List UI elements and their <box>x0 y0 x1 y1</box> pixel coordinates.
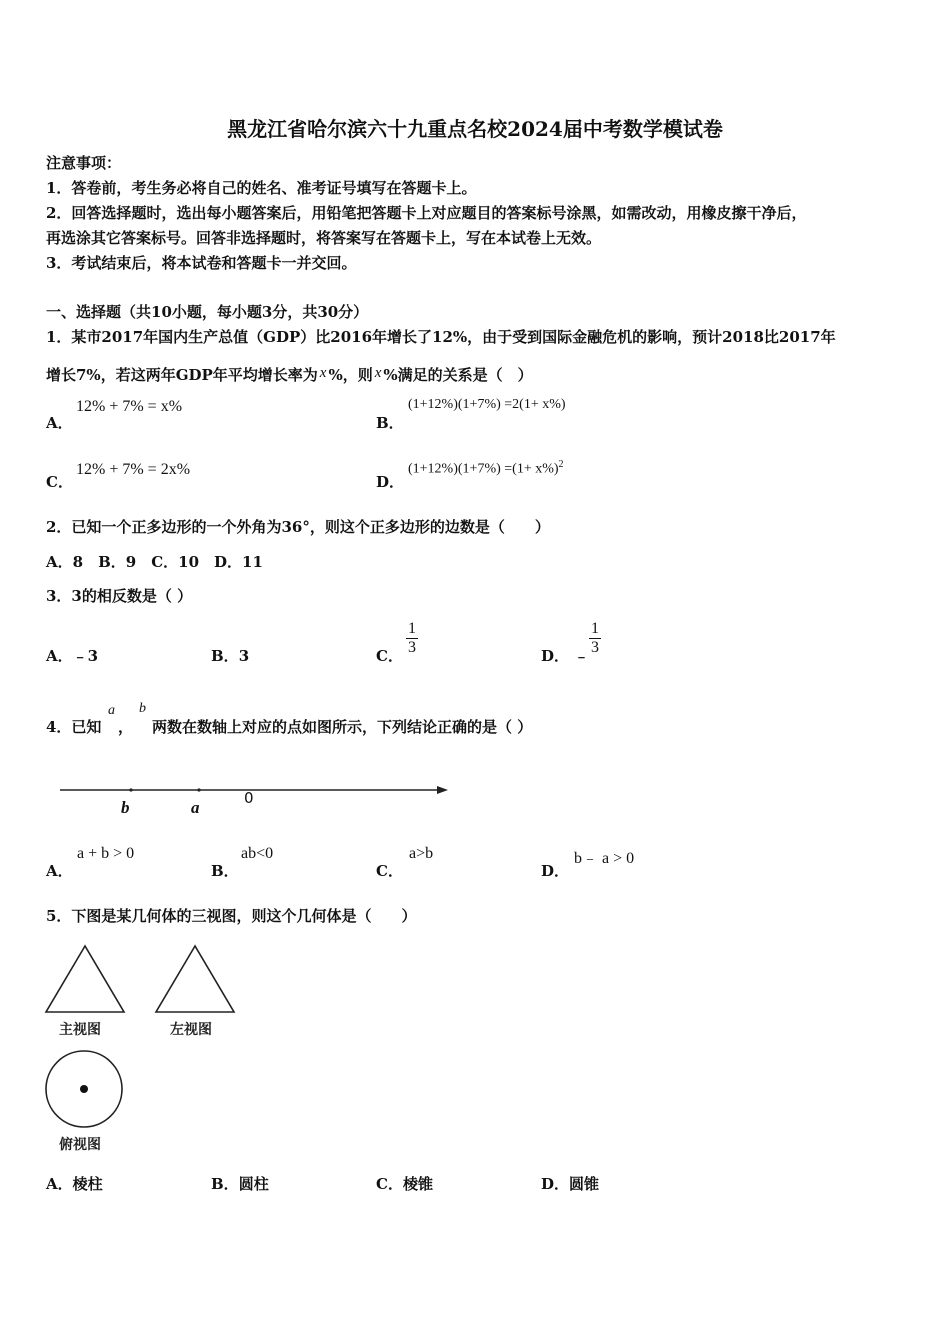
q1-option-d-base: (1+12%)(1+7%) =(1+ x%) <box>408 461 559 477</box>
point-a-marker <box>197 788 200 791</box>
q1-stem-part: %满足的关系是（ ） <box>383 366 533 384</box>
q3-option-label: A． <box>46 647 73 665</box>
q3-option-label: C． <box>376 647 403 665</box>
triangle-shape <box>46 946 124 1012</box>
q5-option-value: 圆锥 <box>569 1175 600 1193</box>
q1-stem-part: 增长7%，若这两年GDP年平均增长率为 <box>46 366 318 384</box>
q3-option-a <box>46 645 98 666</box>
q5-option-a <box>46 1173 103 1194</box>
q5-option-label: A． <box>46 1175 73 1193</box>
q4-option-label: C． <box>376 862 403 880</box>
q3-option-value: 3 <box>238 647 250 665</box>
q1-option-b-expr: (1+12%)(1+7%) =2(1+ x%) <box>408 397 566 412</box>
q5-option-label: C． <box>376 1175 403 1193</box>
q4-var-a: a <box>108 703 115 718</box>
q1-option-a-expr: 12% + 7% = x% <box>76 398 183 415</box>
q1-stem-part: %，则 <box>328 366 373 384</box>
number-line-label-zero: 0 <box>244 789 254 807</box>
q3-option-b <box>211 645 249 666</box>
number-line-figure <box>56 778 456 808</box>
number-line-label-a: a <box>191 798 200 817</box>
q4-option-label: A． <box>46 862 73 880</box>
notice-item: 3．考试结束后，将本试卷和答题卡一并交回。 <box>46 254 357 272</box>
q4-suffix: 两数在数轴上对应的点如图所示，下列结论正确的是（ ） <box>152 718 533 736</box>
q3-option-d-fraction <box>589 620 601 657</box>
number-line-label-b: b <box>121 798 130 817</box>
fraction-denominator: 3 <box>591 639 599 656</box>
q4-option-a-expr: a + b > 0 <box>77 845 135 862</box>
page-title: 黑龙江省哈尔滨六十九重点名校2024届中考数学模试卷 <box>227 117 723 141</box>
q1-option-label: D． <box>376 473 405 491</box>
triangle-shape <box>156 946 234 1012</box>
q4-comma: ， <box>118 718 134 736</box>
q3-option-d-sign: ﹣ <box>574 647 590 665</box>
q4-var-b: b <box>139 701 146 716</box>
center-dot <box>80 1085 88 1093</box>
q3-option-c-fraction <box>406 620 418 657</box>
q3-stem: 3．3的相反数是（ ） <box>46 587 193 605</box>
q1-option-label: A． <box>46 414 73 432</box>
q3-option-value: ﹣3 <box>72 647 99 665</box>
q3-option-label: D． <box>541 647 570 665</box>
q5-option-c <box>376 1173 433 1194</box>
q5-option-value: 棱柱 <box>72 1175 103 1193</box>
section-heading: 一、选择题（共10小题，每小题3分，共30分） <box>46 303 369 321</box>
q2-options: A．8 B．9 C．10 D．11 <box>46 553 263 571</box>
q4-option-b-expr: ab<0 <box>241 845 274 862</box>
q1-var-x: x <box>374 365 382 381</box>
q1-stem-line2 <box>46 364 533 385</box>
q5-option-label: B． <box>211 1175 239 1193</box>
q1-option-label: B． <box>376 414 404 432</box>
point-b-marker <box>129 788 132 791</box>
q1-option-c-expr: 12% + 7% = 2x% <box>76 461 191 478</box>
q3-option-label: B． <box>211 647 239 665</box>
q1-stem-line1: 1．某市2017年国内生产总值（GDP）比2016年增长了12%，由于受到国际金融危机的影响，预计2018比2017年 <box>46 328 836 346</box>
left-view-triangle <box>154 944 238 1016</box>
q5-option-d <box>541 1173 599 1194</box>
notice-item: 2．回答选择题时，选出每小题答案后，用铅笔把答题卡上对应题目的答案标号涂黑，如需改动，用橡皮擦干净后， <box>46 204 807 222</box>
notice-item: 1．答卷前，考生务必将自己的姓名、准考证号填写在答题卡上。 <box>46 179 477 197</box>
q4-prefix: 4．已知 <box>46 718 102 736</box>
q4-option-label: D． <box>541 862 570 880</box>
q1-option-d-exponent: 2 <box>558 459 564 470</box>
front-view-caption: 主视图 <box>59 1022 101 1038</box>
fraction-numerator: 1 <box>591 620 599 637</box>
q5-stem: 5．下图是某几何体的三视图，则这个几何体是（ ） <box>46 907 417 925</box>
notice-item: 再选涂其它答案标号。回答非选择题时，将答案写在答题卡上，写在本试卷上无效。 <box>46 229 602 247</box>
q1-option-d-expr <box>408 459 564 478</box>
top-view-caption: 俯视图 <box>59 1137 101 1153</box>
fraction-numerator: 1 <box>408 620 416 637</box>
top-view-circle <box>42 1050 128 1132</box>
q2-stem: 2．已知一个正多边形的一个外角为36°，则这个正多边形的边数是（ ） <box>46 518 550 536</box>
q1-var-x: x <box>319 365 327 381</box>
notice-heading: 注意事项： <box>46 154 122 172</box>
q5-option-value: 棱锥 <box>402 1175 433 1193</box>
q5-option-b <box>211 1173 269 1194</box>
left-view-caption: 左视图 <box>170 1022 212 1038</box>
q4-option-c-expr: a>b <box>409 845 434 862</box>
q1-option-label: C． <box>46 473 73 491</box>
q5-option-value: 圆柱 <box>238 1175 269 1193</box>
q5-option-label: D． <box>541 1175 570 1193</box>
fraction-denominator: 3 <box>408 639 416 656</box>
arrow-right-icon <box>437 786 448 794</box>
front-view-triangle <box>44 944 128 1016</box>
q4-option-d-expr: b﹣ a > 0 <box>574 850 635 867</box>
q4-option-label: B． <box>211 862 239 880</box>
